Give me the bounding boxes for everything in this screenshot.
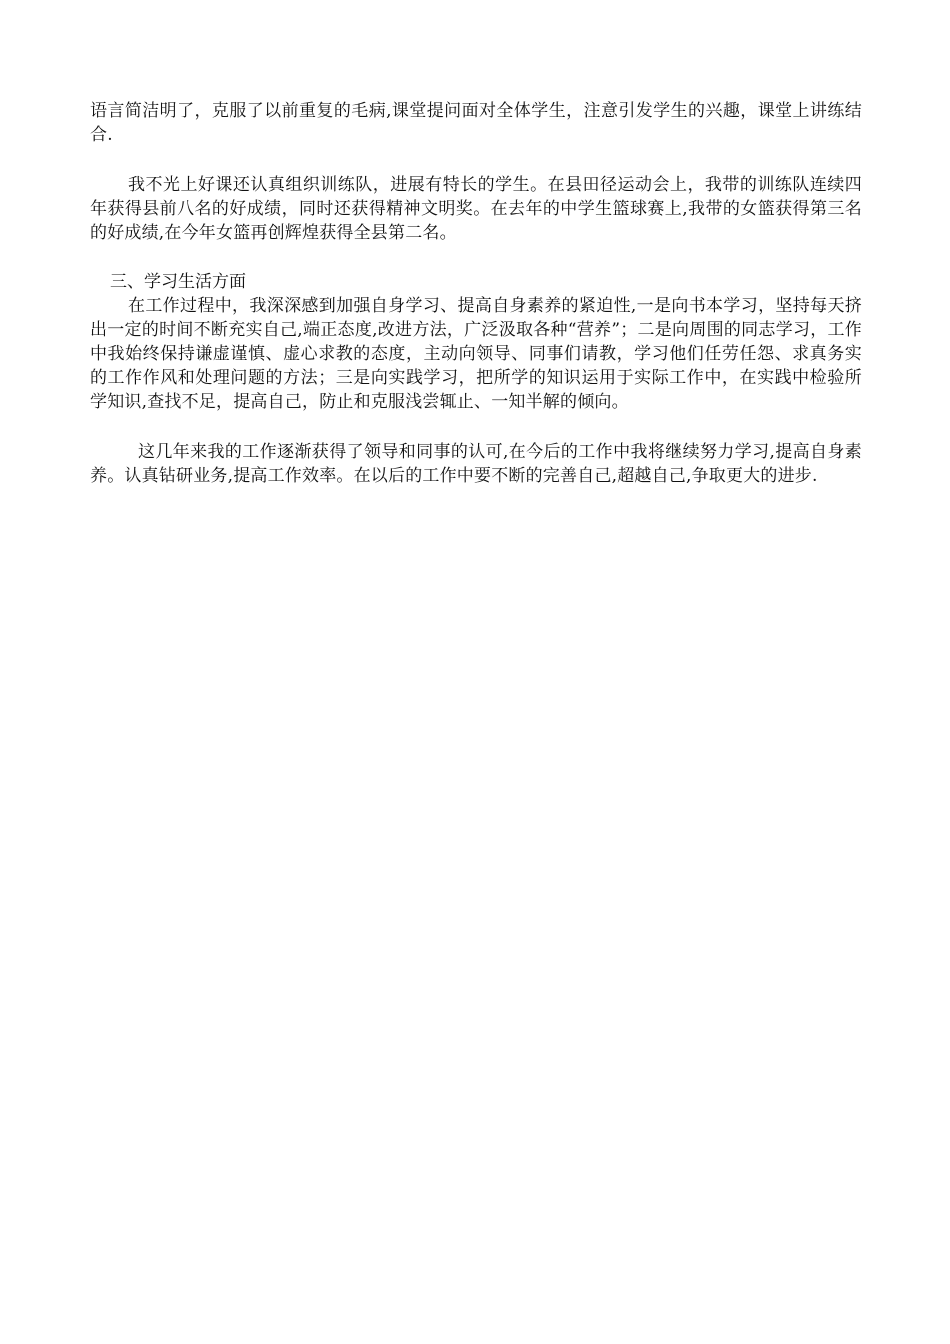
paragraph-spacer bbox=[90, 414, 862, 440]
paragraph-spacer bbox=[90, 245, 862, 270]
paragraph-spacer bbox=[90, 147, 862, 173]
section-heading-study-life: 三、学习生活方面 bbox=[110, 272, 246, 292]
paragraph-teaching-method: 语言简洁明了，克服了以前重复的毛病,课堂提问面对全体学生，注意引发学生的兴趣，课堂上讲练结合. bbox=[90, 101, 862, 145]
document-body bbox=[90, 99, 862, 488]
paragraph-conclusion: 这几年来我的工作逐渐获得了领导和同事的认可,在今后的工作中我将继续努力学习,提高自身素养。认真钻研业务,提高工作效率。在以后的工作中要不断的完善自己,超越自己,争取更大的进步. bbox=[90, 442, 862, 486]
paragraph-training-team: 我不光上好课还认真组织训练队，进展有特长的学生。在县田径运动会上，我带的训练队连续四年获得县前八名的好成绩，同时还获得精神文明奖。在去年的中学生篮球赛上,我带的女篮获得第三名的好成绩,在今年女篮再创辉煌获得全县第二名。 bbox=[90, 175, 862, 243]
paragraph-self-study: 在工作过程中，我深深感到加强自身学习、提高自身素养的紧迫性,一是向书本学习，坚持每天挤出一定的时间不断充实自己,端正态度,改进方法，广泛汲取各种“营养”；二是向周围的同志学习，工作中我始终保持谦虚谨慎、虚心求教的态度，主动向领导、同事们请教，学习他们任劳任怨、求真务实的工作作风和处理问题的方法；三是向实践学习，把所学的知识运用于实际工作中，在实践中检验所学知识,查找不足，提高自己，防止和克服浅尝辄止、一知半解的倾向。 bbox=[90, 296, 862, 412]
